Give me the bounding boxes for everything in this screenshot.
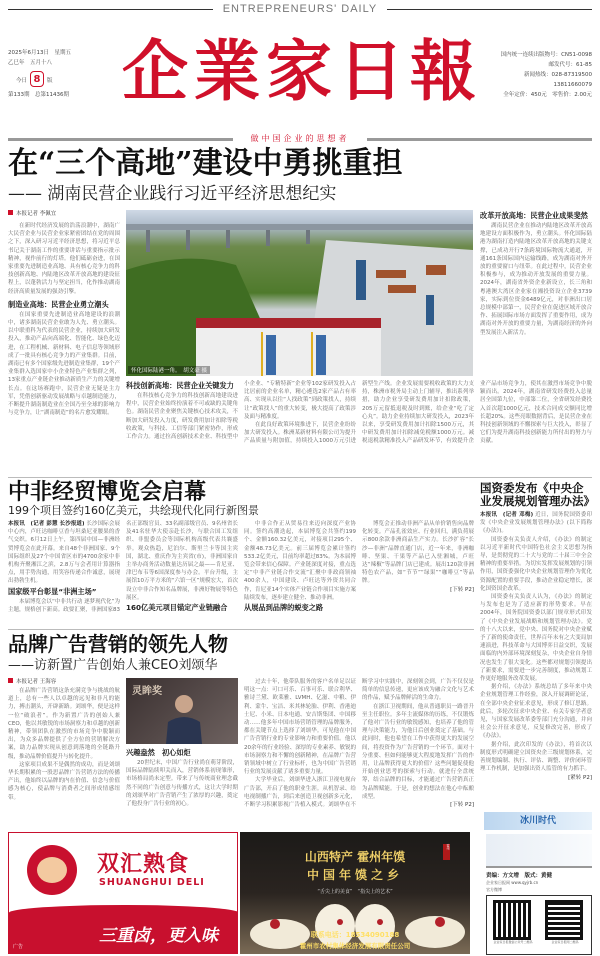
section-heading: 兴趣盎然 初心如炬 [126, 748, 191, 757]
profile-headline: 品牌广告营销的领先人物 [8, 632, 228, 656]
article-text: 据介绍，《办法》系统总结了多年来中央企业规划管理工作经验，深入开展调研论证，在全部中央企业征求意见，形成了修订思路。此后，多轮次征求中央企业、有关专家学者意见，与国家发展改革委等部门充分沟通，并向社会公开征求意见，反复修改完善，形成了《办法》。 [480, 684, 592, 740]
qr-label: 企业家日报微信公众号二维码 [493, 940, 533, 944]
english-title-bar [8, 3, 592, 15]
huozhou-contact: 联系电话：18534090188 [310, 931, 400, 939]
lunar-date: 乙巳年 五月十八 [8, 60, 53, 66]
lead-column-right [480, 210, 592, 337]
huozhou-quote: “舌尖上的美食” “指尖上的艺术” [317, 889, 393, 895]
continued-link[interactable]: [紧转 P2] [568, 774, 592, 781]
section-heading: 160亿美元项目锚定产业链融合 [126, 603, 228, 613]
weekday: 星期五 [54, 50, 72, 56]
shuanghui-name: 双汇熟食 [97, 852, 190, 877]
weibo-link[interactable]: 官方微博 [486, 887, 502, 892]
article-text: 在品牌广告营销这条充满竞争与挑战的航道上，总有一些人以卓越的远见和非凡的能力，搏击潮头，开辟新路。刘颂华，便是这样一位“破浪者”。作为新置广告的创始人兼CEO，他以其敏锐的市场洞察力和卓越的创新精神，带领团队在激烈的市场竞争中脱颖而出，为众多品牌提供了全方位的营销解决方案，助力品牌实现从创意到落地的全链路升级，推动品牌价值提升与转化提升。 [8, 688, 120, 760]
section-heading: 国家级平台彰显“非洲主场” [8, 586, 97, 596]
article-text: 在此良好政策环境推进下，民营企业纷纷加大研发投入。株洲某新材料有限公司为提升产品质量与附加值，持续投入1000万元引进新型生产线。企业发展需要税收政策的大力支持，株洲市税务局主动上门辅导，推出系列举措，助力企业享受研发费用加计扣除政策，205万元留抵退税及时到账，给企业“吃了定心丸”。助力企业持续加大研发投入，2023年以来，享受研发费用加计扣除1500万元，其中研发费用加计扣除减免税额1000万元。减税退税款精准投入产品研发环节，有效提升企业产品市场竞争力，使其在激烈市场竞争中脱颖而出。2024年，湖南省研发经费投入总量居全国第九位，中部第二位，全省研发经费投入首次超1000亿元，技术合同成交额同比增长超20%。这些亮眼数据背后，是民营企业在科技创新领域的不懈探索与巨大投入，彰显了它们为提升湖南科技创新能力所付出的努力与贡献。 [244, 381, 592, 445]
today-label: 今日 [16, 78, 28, 84]
news-hotline: 新闻热线：028-87319500 [524, 72, 592, 78]
price: 全年定价：450元 零售价：2.00元 [503, 92, 592, 98]
lead-lower-columns [126, 380, 592, 446]
article-text: 过去十年，他带队服务的客户名单足以证明这一点：可口可乐、百事可乐、联合利华、雅诗兰黛、欧莱雅、LVMH、亿滋、中粮、伊利、蒙牛、宝洁、米其林轮胎、伊利、香港迪士尼、小米、日本电通、安吉斯集团、中国移动……他多年中国市场营销管理的品牌服务，都在关键节点上选择了刘颂华。可见他在中国广告营销行业的专业影响力和重要价值。他以20余年的行业经验、深厚的专业素养、敏锐的市场洞察力和不懈的创新精神，在品牌广告营销领域中树立了行业标杆，也为中国广告营销行业的发展贡献了诸多重要力量。 [244, 679, 356, 776]
shuanghui-ad[interactable] [8, 832, 238, 954]
section-heading: 从展品到品牌的蜕变之路 [244, 603, 324, 613]
article-text: 国资委有关负责人认为，《办法》的制定与发布也是为了适应新的形势要求。早在2004年，国务院国资委以部门规章形式印发了《中央企业发展战略和规划管理办法》。党的十八大以来，党中央、国务院对中央企业赋予了新的使命责任，世界百年未有之大变局加速演进，科技革命与大国博弈日益交织，发展面临的内外部环境深刻复杂，中央企业自身情况也发生了很大变化。这些都对规划引领提出了新要求，需要进一步完善制度，推动规划工作更好地服务改革发展。 [480, 594, 592, 683]
water-ad-image [486, 834, 592, 868]
website-link[interactable]: 企业家日报网 www.qyjrb.cn [486, 880, 539, 885]
profile-photo [126, 678, 238, 744]
profile-column-1 [8, 678, 120, 802]
glacier-ad[interactable]: 冰川时代 [484, 812, 592, 830]
award-sign: 灵眸奖 [132, 686, 162, 697]
cn-number: 国内统一连续出版物号：CN51-0098 [500, 52, 592, 58]
expo-headline: 中非经贸博览会启幕 [8, 479, 207, 505]
editor-credit: 责编：方文增 版式：黄健 [486, 873, 553, 879]
article-text: 在浙江卫视期间，他从普通职员一路晋升至主任职位。多年主流媒体的历练，不仅锻炼了他对广告行业的敏锐感知，也培养了他的管理与决策能力，为他日后创业奠定了基础。与此同时，他也希望在工作中获得更大的发展空间，将投资作为广告营销的一个环节。面对十分重要、但如何能够更大程度地发挥广告的作用，让品牌获得更大的价值？这些问题促使他开始创业思考的探索与行动。就进行全盘统筹，结合品牌的目标，才能通过广告营销真正为品牌赋能。于是，创业的想法在他心中酝酿成型。 [362, 703, 474, 800]
masthead-logo: 企業家日報 [122, 32, 482, 110]
article-text: 这家项目成果不是偶然的成功，而是刘颂华长期积累的一股思品牌广告营销方法的传播产出，他始终以品牌的内在价值、信念与价值感为核心，使品牌与消费者之间形成情感纽带。 [8, 761, 120, 801]
article-text: 国资委有关负责人介绍，《办法》的制定以习近平新时代中国特色社会主义思想为指导，是贯彻党的二十大与党的二十届三中全会精神的重要举措。为切实发挥发展规划的引领作用，国资委强化中央企业规划管理作为优化资源配置的重要手段，推动企业稳定增长，深化国资国企改革。 [480, 536, 592, 592]
phone: 13811660079 [553, 82, 592, 88]
divider [387, 9, 592, 10]
huozhou-company: 霍州市农村集体经济发展有限责任公司 [299, 942, 411, 950]
total-issue: 总第11436期 [35, 92, 70, 98]
divider [367, 138, 592, 141]
qr-code-2[interactable] [545, 900, 585, 954]
pig-logo-icon [27, 845, 77, 895]
lead-photo-port [126, 210, 473, 376]
byline: 本报记者 王海容 [8, 678, 120, 687]
section-heading: 科技创新高地：民营企业关键发力 [126, 381, 234, 390]
seal: 霍州 [443, 844, 450, 860]
article-text: 20世纪末，中国广告行业尚在萌芽阶段，国际品牌陆续叩关而入，营销体系初现雏形，市场格局尚未定型。带来了与传统商业理念截然不同的广告创意与传播方式，这让大学时期的刘颂华对广告营销产生了浓厚的兴趣，奠定了他投身广告行业的初心。 [126, 760, 238, 808]
lead-column-1 [8, 210, 120, 417]
byline: 本报讯 (记者 彭慧 长沙报道) [8, 521, 85, 527]
article-text: 在新时代经济发展的浩荡浪潮中，湖南广大民营企业与民营企业家紧密团结在党的周围之下，深入研习习近平经济思想，将习近平总书记关于湖南工作的重要讲话与重要指示批示精神，视作前行的灯塔。他们砥砺奋进，在国家重要先进制造业高地、具有核心竞争力的科技创新高地、内陆地区改革开放高地的建设征程上，以蓬勃活力与坚定担当，化作推动湖南经济高质量发展的强劲引擎。 [8, 223, 120, 295]
pages-unit: 版 [47, 78, 53, 84]
english-title: ENTREPRENEURS' DAILY [222, 3, 378, 15]
profile-column-2 [126, 747, 238, 808]
footer-info [486, 834, 592, 954]
issue-info [8, 48, 103, 100]
slogan-bar [8, 135, 592, 145]
article-text: 大学毕业后，刘颂华进入浙江卫视电视台广告部，开启了他的职业生涯。从机智录、给电视制播广告，到后来创造卫视创新多元化，不断学习积累影视广告植入模式。刘颂华在不断学习中实践中，深刻领会到，广告不仅仅是简单的信息传递，更应该成为融合文化与艺术的作品，赋予品牌鲜活的生命力。 [244, 679, 474, 809]
port-illustration [126, 210, 473, 376]
expo-body [8, 520, 474, 614]
photo-caption: 怀化国际陆港一角。 胡文豪 摄 [128, 366, 210, 374]
article-text: 在国家重要先进制造业高地建设的浪潮中，诸多湖南民营企业敢为人先、勇立潮头。以中联重科为代表的民营企业，持续加大研发投入，推动产品向高端化、智能化、绿色化迈进，在工程机械、新材料、电子信息等领域形成了一批具有核心竞争力的产业集群。目前，湖南已有多个国家级先进制造业集群，19个产业集群入选国家中小企业特色产业集群之列，13家重点产业链企业推动新质生产力的关键增长点。在这场赛跑中，民营企业无疑是主力军，凭借创新驱动发展战略与卓越制造能力，不断提升湖南制造业在全国乃至全球的影响力与竞争力，让“湖南制造”的名片愈发耀眼。 [8, 311, 120, 417]
qr-code-icon [545, 900, 583, 940]
continued-link[interactable]: [下转 P2] [450, 586, 474, 593]
postal-code: 邮发代号：61-85 [548, 62, 592, 68]
continued-link[interactable]: [下转 P2] [450, 802, 474, 809]
divider [8, 629, 474, 630]
section-heading: 改革开放高地：民营企业成果斐然 [480, 211, 588, 220]
date: 2025年6月13日 [8, 50, 49, 56]
byline: 本报讯 (记者 邓梅) [480, 512, 534, 518]
publication-info [482, 50, 592, 100]
byline: 本报记者 李佩宜 [8, 210, 120, 219]
article-text: 本报讯 (记者 邓梅) 近日，国务院国资委印发《中央企业发展规划管理办法》(以下简称《办法》)。 [480, 512, 592, 535]
slogan: 做中国企业的思想者 [250, 134, 350, 143]
huozhou-tagline: 中国年馍之乡 [306, 868, 403, 882]
sasac-article [480, 481, 595, 782]
shuanghui-english: SHUANGHUI DELI [99, 877, 205, 888]
divider [8, 477, 592, 478]
qr-label: 企业家日报网二维码 [551, 940, 579, 944]
issue-number: 第133期 [8, 92, 30, 98]
huozhou-headline: 山西特产 霍州年馍 [304, 850, 406, 864]
qr-code-1[interactable] [493, 900, 533, 954]
sasac-headline: 国资委发布《中央企业发展规划管理办法》 [480, 481, 595, 508]
page-count-badge: 8 [30, 71, 44, 87]
article-text: 博览会正推动非洲产品从单价销售向品牌化转变。产品孔雀效应、行业回归，满负荷展示800余款非洲商品生产实力。长沙扩容“长沙—非洲”品牌直通门店，近一年来，非洲咖啡、坚果、干果等产品已入驻湘城，卢旺达“辣椒”等品牌门店已建成。展出120款非洲特色农产品，如“节节”“绿果”“咖啡豆”等品牌。 [362, 521, 474, 585]
article-text: 中非合作正从贸易往来迈向深度产业协同。签约高潮迭起，本届博览会共签约199个、金额160.32亿美元，对接项目295个、金额48.73亿美元。前三届博览会累计签约533.2亿美元，目前均率超过83%。为本届博览会带来信心保障。产业链深度对接，重点选定“中非产业链合作交流”汇聚中非政商领袖400余人，中国建设、卢旺达等外资共同合作，肯尼亚14个实体产业链合作项目实施方案陆续发布，逐步建立健全、推动非洲。 [244, 521, 356, 601]
article-text: 本报讯 (记者 彭慧 长沙报道) 长沙国际会展中心内，卢旺达咖啡豆香与坦桑尼亚腰果的香气交织。6月12日上午，第四届中国—非洲经贸博览会在此开幕。来自48个非洲国家、9个国际组织及27个中国省区市的4700余家中非机构齐聚湘江之滨，2.8万与会者用计算器指点，用手势沟通，用笑容传递合作诚意，展现出勃勃生机。 [8, 521, 121, 585]
article-text: 在科技核心竞争力的科技创新高地建设进程中，民营企业始终扮演着不可或缺的关键角色。湖南民营企业聚焦关键核心技术攻关，不断加大研发投入力度，研发费用加计扣除等税收政策，与科技、工信等部门紧密协作，形成工作合力。通过拉高创新技术企业、科技型中小企业、“专精特新”企业等102家研发投入占比居前的企业名单，精心遴选2家产品占有率高、实现从以往“人找政策”到政策找人，持续让“政策找人”的重大转变，极大提高了政策涉及面与精准度。 [126, 381, 356, 441]
lead-subtitle: —— 湖南民营企业践行习近平经济思想纪实 [8, 184, 337, 204]
expo-subtitle: 199个项目签约160亿美元，共绘现代化同行新图景 [8, 504, 259, 517]
article-text: 据介绍，此次印发的《办法》，将首次以制度形式明确建立国资央企三级规划体系，完善规划编制、执行、评估、调整、评价闭环管理工作机制，是加强出资人监管的有力抓手。 [480, 741, 592, 773]
article-text: 本届博览会以“中非共行动 逐梦现代化”为主题，规格创下新高。政要汇聚，非洲国家83名正部级官员、33名副部级官员、9名州省长及41名驻华大使亲赴长沙，与联合国工发组织、非盟委员会等国际机构高级代表共襄盛举。观众热趋，尼泊尔、斯里兰卡等国主宾国，湖北、重庆作为主宾省(市)，非洲国家自主举办商务活动数量达历届之最——肯尼亚、津巴布韦等6国深度参与办会。平台升级，主展馆10万平方米的“六馆一区”规模宏大，首次设立中非合作知名品牌展，非洲好物展等特色展区。 [8, 521, 238, 613]
profile-subtitle: ——访新置广告创始人兼CEO刘颂华 [8, 658, 218, 673]
profile-columns-3-4 [244, 678, 474, 809]
qr-code-icon [493, 900, 531, 940]
lead-headline: 在“三个高地”建设中勇挑重担 [8, 146, 403, 181]
section-heading: 制造业高地：民营企业勇立潮头 [8, 299, 109, 309]
huozhou-ad[interactable] [240, 832, 470, 954]
article-text: 湖南民营企业在推动内陆地区改革开放高地建设方面积极作为，勇立潮头。怀化国际陆港为湖南打造内陆地区改革开放高地的关键支撑，已成功开行7条跨境国际物流大通道，开通161条国际国内运输线路，成为湖南对外开放的重要窗口与纽带。在此过程中，民营企业积极参与，成为推动开放发展的重要力量。2024年，湖南省外资企业新设立，长三角和粤港澳大湾区企业家在湘投资设立企业3739家，实际到位资金6489亿元，对非洲出口居总规模中部第一，民营企业在促进区域开放合作、拓展国际市场方面发挥了重要作用，成为湖南对外开放的重要力量，为湖南经济的外向型发展注入新活力。 [480, 223, 592, 336]
shuanghui-slogan: 三重卤，更入味 [99, 926, 218, 946]
qr-box [486, 895, 592, 955]
ad-label: 广告 [13, 944, 24, 950]
